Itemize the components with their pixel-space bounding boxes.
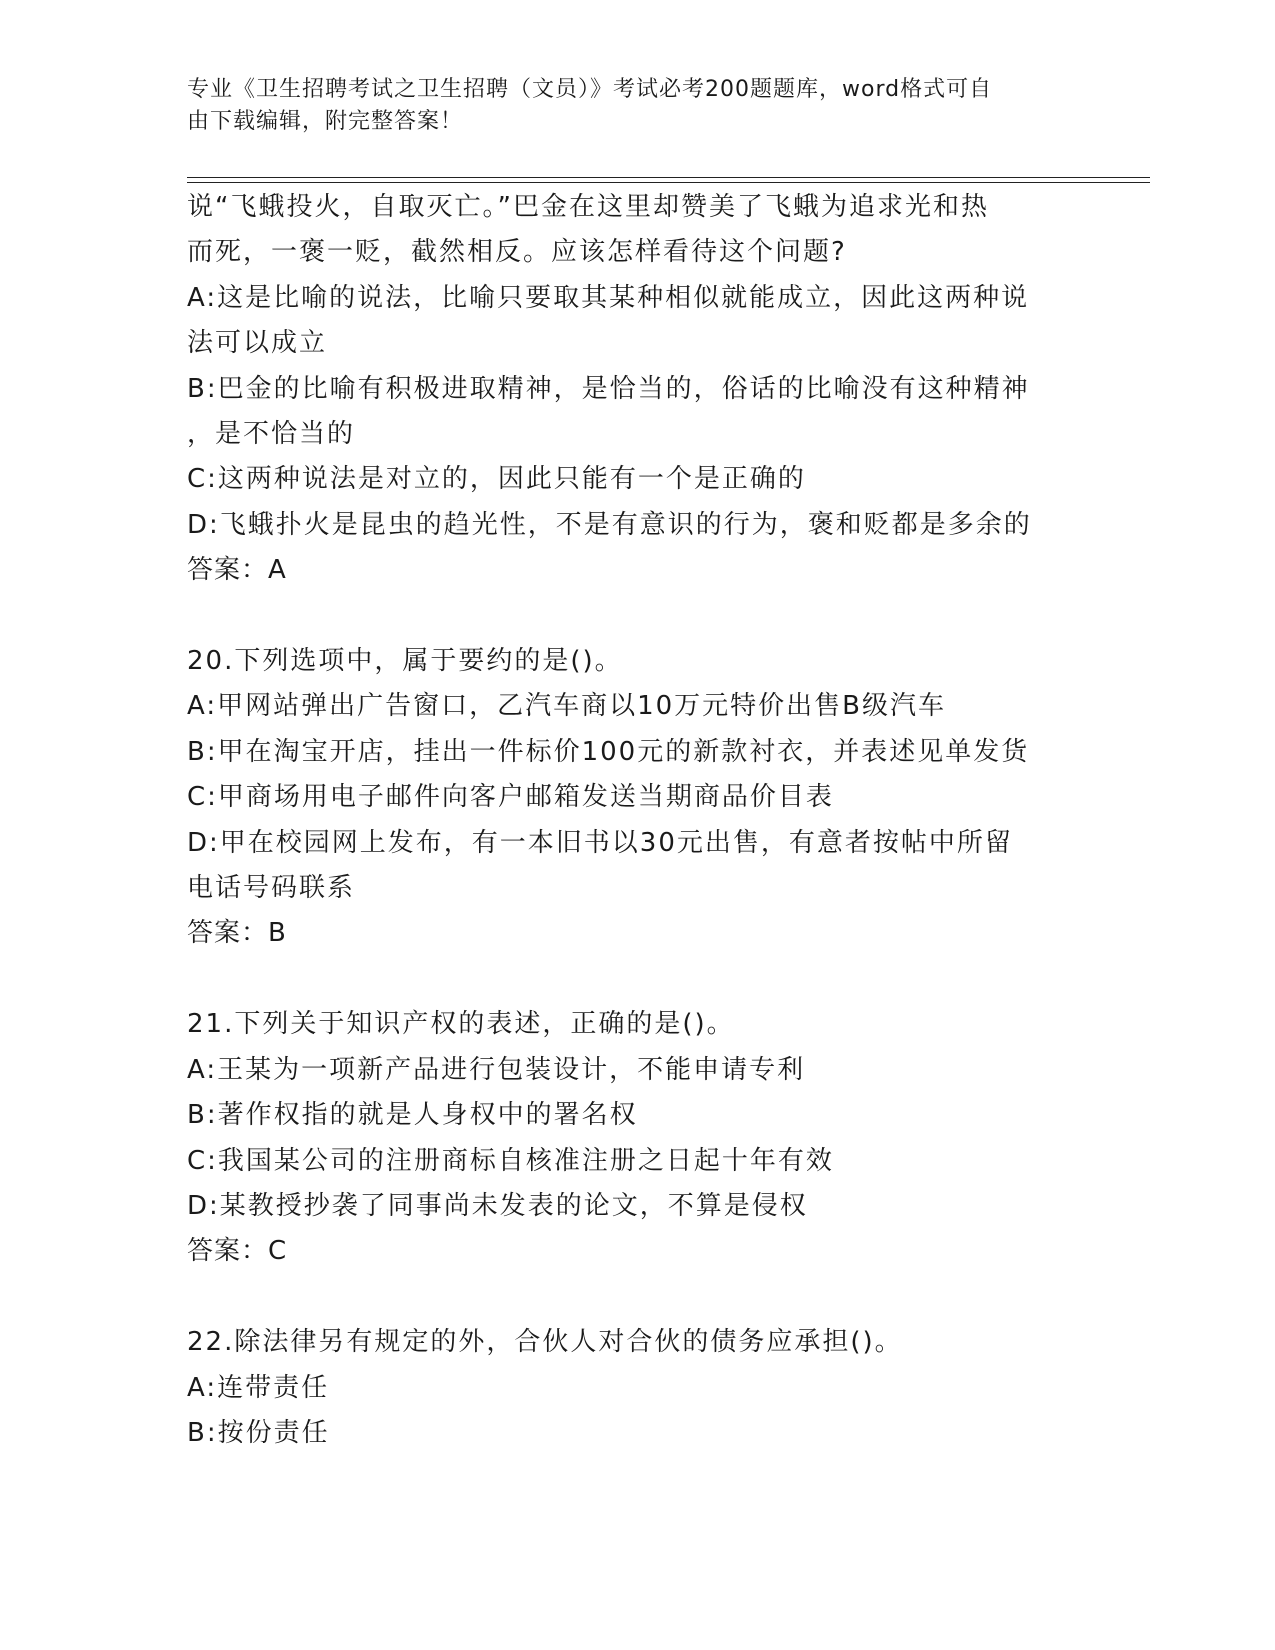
question-19-option-a-2: 法可以成立 xyxy=(187,328,328,359)
question-19-option-b-1: B:巴金的比喻有积极进取精神，是恰当的，俗话的比喻没有这种精神 xyxy=(187,373,1030,404)
question-19-stem-2: 而死，一褒一贬，截然相反。应该怎样看待这个问题? xyxy=(187,237,847,268)
question-21 xyxy=(187,1002,1087,1274)
question-19 xyxy=(187,185,1087,594)
question-22-option-a: A:连带责任 xyxy=(187,1372,330,1403)
question-20-stem: 20.下列选项中，属于要约的是()。 xyxy=(187,646,623,677)
question-20-option-d-2: 电话号码联系 xyxy=(187,873,356,904)
question-19-option-c: C:这两种说法是对立的，因此只能有一个是正确的 xyxy=(187,464,806,495)
question-20-option-b: B:甲在淘宝开店，挂出一件标价100元的新款衬衣，并表述见单发货 xyxy=(187,736,1030,767)
question-list xyxy=(187,185,1087,1456)
question-19-stem-1: 说“飞蛾投火，自取灭亡。”巴金在这里却赞美了飞蛾为追求光和热 xyxy=(187,192,989,222)
question-21-answer: 答案：C xyxy=(187,1236,288,1267)
question-21-option-b: B:著作权指的就是人身权中的署名权 xyxy=(187,1100,638,1131)
spacer xyxy=(187,957,1087,1002)
question-19-option-d: D:飞蛾扑火是昆虫的趋光性，不是有意识的行为，褒和贬都是多余的 xyxy=(187,509,1032,540)
header-divider-bottom xyxy=(187,182,1150,183)
question-19-answer: 答案：A xyxy=(187,555,287,586)
question-20-option-d-1: D:甲在校园网上发布，有一本旧书以30元出售，有意者按帖中所留 xyxy=(187,827,1013,858)
question-20-option-c: C:甲商场用电子邮件向客户邮箱发送当期商品价目表 xyxy=(187,782,834,813)
spacer xyxy=(187,594,1087,639)
question-20-option-a: A:甲网站弹出广告窗口，乙汽车商以10万元特价出售B级汽车 xyxy=(187,691,947,722)
question-21-option-a: A:王某为一项新产品进行包装设计，不能申请专利 xyxy=(187,1054,806,1085)
document-header xyxy=(187,74,1067,138)
question-22-stem: 22.除法律另有规定的外，合伙人对合伙的债务应承担()。 xyxy=(187,1327,903,1358)
question-21-option-c: C:我国某公司的注册商标自核准注册之日起十年有效 xyxy=(187,1145,834,1176)
question-19-option-a-1: A:这是比喻的说法，比喻只要取其某种相似就能成立，因此这两种说 xyxy=(187,282,1030,313)
spacer xyxy=(187,1275,1087,1320)
question-20 xyxy=(187,639,1087,957)
header-line-1: 专业《卫生招聘考试之卫生招聘（文员）》考试必考200题题库，word格式可自 xyxy=(187,77,993,102)
question-22 xyxy=(187,1320,1087,1456)
question-21-stem: 21.下列关于知识产权的表述，正确的是()。 xyxy=(187,1009,735,1040)
header-divider-top xyxy=(187,177,1150,178)
question-21-option-d: D:某教授抄袭了同事尚未发表的论文，不算是侵权 xyxy=(187,1190,808,1221)
question-22-option-b: B:按份责任 xyxy=(187,1417,330,1448)
header-line-2: 由下载编辑，附完整答案！ xyxy=(187,109,464,134)
question-20-answer: 答案：B xyxy=(187,918,287,949)
question-19-option-b-2: ，是不恰当的 xyxy=(187,419,356,450)
